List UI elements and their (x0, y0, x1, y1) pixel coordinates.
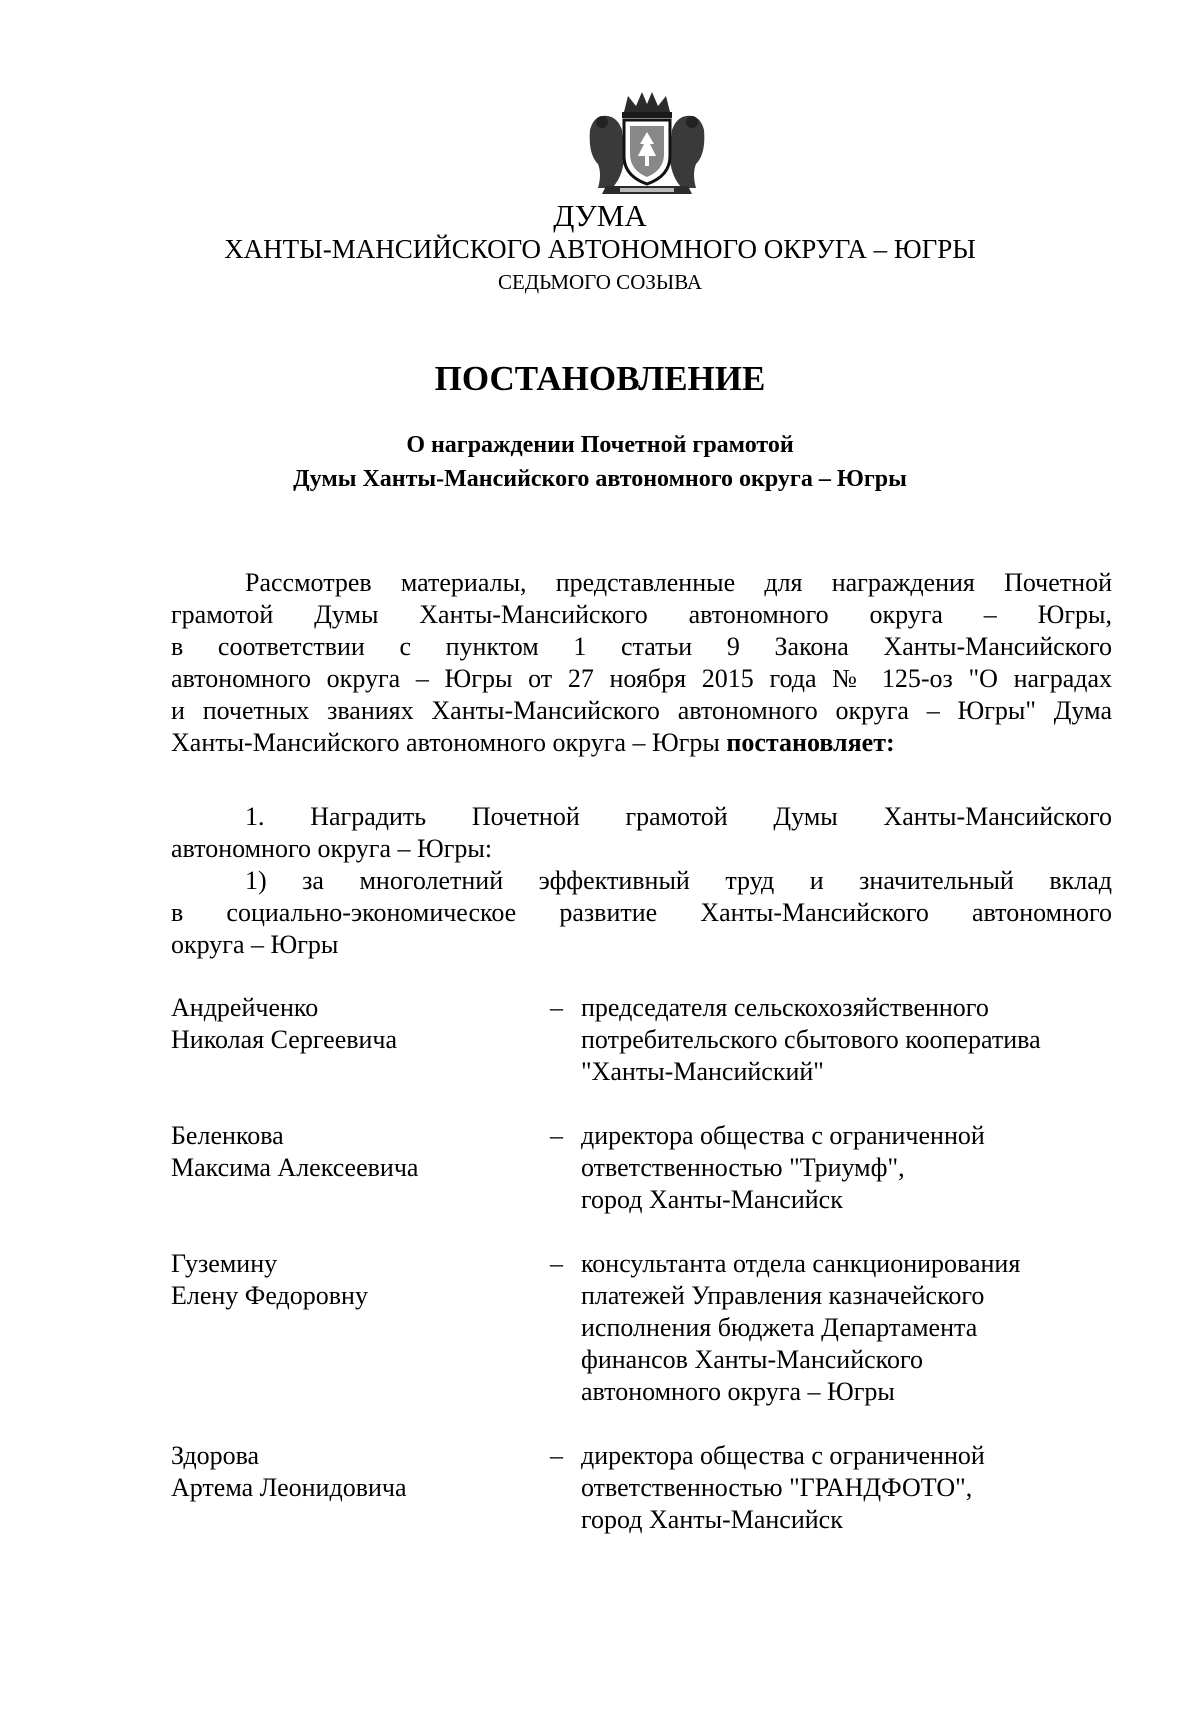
subitem-1-line: 1) за многолетний эффективный труд и значительный вклад (245, 866, 1112, 895)
document-title-line: Думы Ханты-Мансийского автономного округа – Югры (293, 466, 907, 492)
preamble-line: и почетных званиях Ханты-Мансийского автономного округа – Югры" Дума (171, 696, 1112, 725)
item-1-line: автономного округа – Югры: (171, 834, 493, 863)
preamble-last-text: Ханты-Мансийского автономного округа – Югры (171, 728, 720, 757)
recipient-name (171, 992, 531, 1056)
document-type-heading: ПОСТАНОВЛЕНИЕ (434, 359, 766, 398)
position-line: финансов Ханты-Мансийского (581, 1345, 923, 1374)
item-1-line: 1. Наградить Почетной грамотой Думы Ханты-Мансийского (245, 802, 1112, 831)
preamble-line: грамотой Думы Ханты-Мансийского автономного округа – Югры, (171, 600, 1112, 629)
subitem-1-paragraph (171, 865, 1112, 961)
recipient-position (581, 1440, 1141, 1536)
position-line: консультанта отдела санкционирования (581, 1249, 1021, 1278)
recipient-surname: Беленкова (171, 1121, 284, 1150)
recipient-surname: Гуземину (171, 1249, 278, 1278)
item-1-paragraph (171, 801, 1112, 865)
position-line: ответственностью "Триумф", (581, 1153, 905, 1182)
position-line: директора общества с ограниченной (581, 1441, 985, 1470)
recipient-position (581, 1120, 1141, 1216)
recipient-name (171, 1248, 531, 1312)
position-line: ответственностью "ГРАНДФОТО", (581, 1473, 973, 1502)
preamble-last-line (171, 727, 1112, 759)
org-convocation: СЕДЬМОГО СОЗЫВА (497, 270, 703, 294)
preamble-line: в соответствии с пунктом 1 статьи 9 Закона Ханты-Мансийского (171, 632, 1112, 661)
position-line: платежей Управления казначейского (581, 1281, 985, 1310)
resolves-keyword: постановляет: (726, 728, 895, 757)
recipient-dash: – (550, 1441, 563, 1470)
document-title-line: О награждении Почетной грамотой (406, 432, 794, 458)
document-title (0, 428, 1200, 496)
recipient-given-names: Николая Сергеевича (171, 1025, 398, 1054)
position-line: город Ханты-Мансийск (581, 1505, 843, 1534)
recipient-given-names: Максима Алексеевича (171, 1153, 419, 1182)
recipient-name (171, 1120, 531, 1184)
preamble-line: Рассмотрев материалы, представленные для награждения Почетной (245, 568, 1112, 597)
recipient-position (581, 992, 1141, 1088)
subitem-1-line: округа – Югры (171, 930, 339, 959)
subitem-1-line: в социально-экономическое развитие Ханты-Мансийского автономного (171, 898, 1112, 927)
org-region: ХАНТЫ-МАНСИЙСКОГО АВТОНОМНОГО ОКРУГА – ЮГРЫ (224, 234, 976, 264)
position-line: потребительского сбытового кооператива (581, 1025, 1041, 1054)
preamble-paragraph (171, 567, 1112, 759)
recipient-given-names: Артема Леонидовича (171, 1473, 407, 1502)
recipient-dash: – (550, 1249, 563, 1278)
position-line: директора общества с ограниченной (581, 1121, 985, 1150)
position-line: "Ханты-Мансийский" (581, 1057, 824, 1086)
recipient-dash: – (550, 1121, 563, 1150)
recipient-surname: Андрейченко (171, 993, 319, 1022)
position-line: исполнения бюджета Департамента (581, 1313, 978, 1342)
recipient-dash: – (550, 993, 563, 1022)
preamble-line: автономного округа – Югры от 27 ноября 2015 года № 125-оз "О наградах (171, 664, 1112, 693)
recipient-given-names: Елену Федоровну (171, 1281, 368, 1310)
coat-of-arms-emblem (584, 90, 710, 198)
recipient-surname: Здорова (171, 1441, 260, 1470)
position-line: автономного округа – Югры (581, 1377, 895, 1406)
position-line: город Ханты-Мансийск (581, 1185, 843, 1214)
recipient-name (171, 1440, 531, 1504)
position-line: председателя сельскохозяйственного (581, 993, 989, 1022)
recipient-position (581, 1248, 1141, 1408)
org-name: ДУМА (553, 198, 647, 233)
